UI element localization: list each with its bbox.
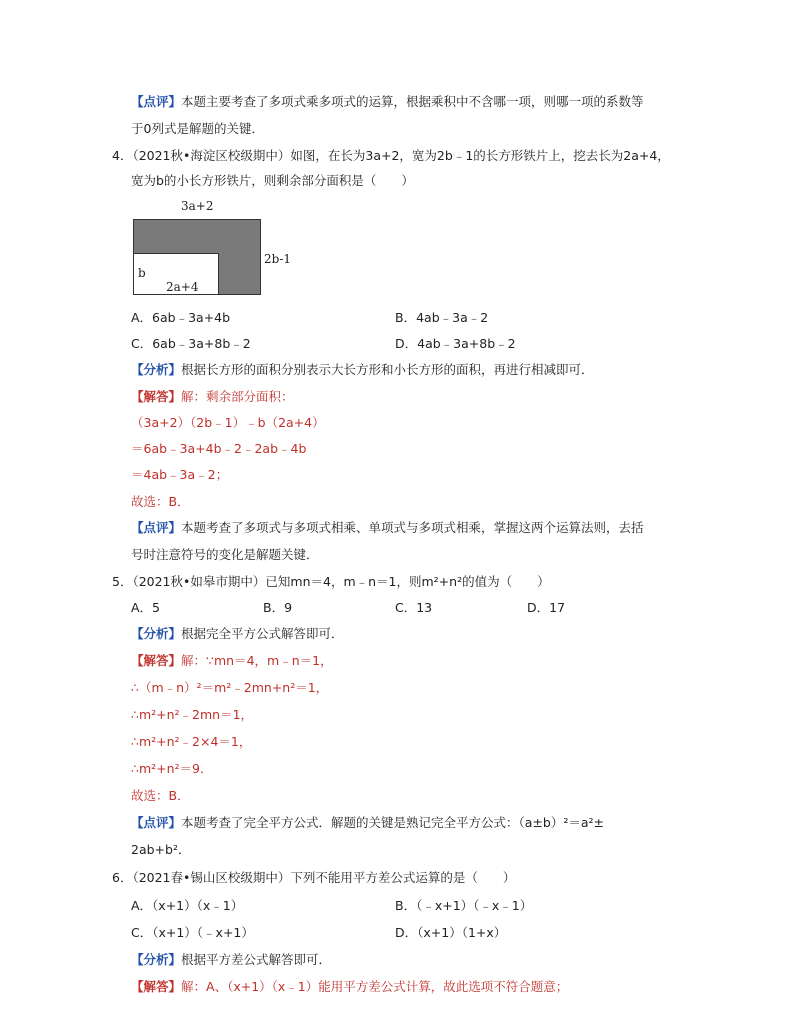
figure-inner-left-label: b — [138, 266, 146, 280]
q4-stem-line1: 4．（2021秋•海淀区校级期中）如图，在长为3a+2，宽为2b﹣1的长方形铁片上，挖去长为2a+4， — [112, 148, 670, 163]
q5-option-a: A．5 — [131, 600, 161, 615]
q5-analysis: 【分析】根据完全平方公式解答即可． — [131, 626, 344, 641]
q5-step-5: 故选：B． — [131, 788, 190, 803]
q5-step-1: ∴（m﹣n）²＝m²﹣2mn+n²＝1， — [131, 680, 329, 695]
q5-comment-line1: 【点评】本题考查了完全平方公式．解题的关键是熟记完全平方公式：（a±b）²＝a²± — [131, 815, 604, 830]
q5-option-b: B．9 — [263, 600, 293, 615]
q4-stem-line2: 宽为b的小长方形铁片，则剩余部分面积是（ ） — [131, 173, 414, 188]
q5-step-2: ∴m²+n²﹣2mn＝1， — [131, 707, 254, 722]
figure-top-label: 3a+2 — [181, 199, 214, 213]
comment-tag: 【点评】 — [131, 94, 182, 109]
q4-analysis: 【分析】根据长方形的面积分别表示大长方形和小长方形的面积，再进行相减即可． — [131, 362, 594, 377]
q4-option-c: C．6ab﹣3a+8b﹣2 — [131, 336, 251, 351]
q5-step-3: ∴m²+n²﹣2×4＝1， — [131, 734, 252, 749]
q4-comment-line2: 号时注意符号的变化是解题关键． — [131, 547, 319, 562]
q5-stem: 5．（2021秋•如皋市期中）已知mn＝4，m﹣n＝1，则m²+n²的值为（ ） — [112, 574, 550, 589]
q4-option-d: D．4ab﹣3a+8b﹣2 — [395, 336, 516, 351]
q4-option-a: A．6ab﹣3a+4b — [131, 310, 231, 325]
q6-stem: 6．（2021春•锡山区校级期中）下列不能用平方差公式运算的是（ ） — [112, 870, 516, 885]
q6-option-b: B．（﹣x+1）（﹣x﹣1） — [395, 898, 533, 913]
figure-inner-bottom-label: 2a+4 — [166, 280, 199, 294]
q6-answer-first: 【解答】解：A、（x+1）（x﹣1）能用平方差公式计算，故此选项不符合题意； — [131, 979, 569, 994]
figure-right-label: 2b-1 — [264, 252, 292, 266]
q4-step-3: ＝4ab﹣3a﹣2； — [131, 467, 229, 482]
q5-step-4: ∴m²+n²＝9． — [131, 761, 213, 776]
q6-option-c: C．（x+1）（﹣x+1） — [131, 925, 254, 940]
q6-analysis: 【分析】根据平方差公式解答即可． — [131, 952, 332, 967]
q4-figure — [133, 199, 292, 299]
q6-option-d: D．（x+1）（1+x） — [395, 925, 507, 940]
prev-comment-line2: 于0列式是解题的关键． — [131, 121, 264, 136]
q4-answer-intro: 【解答】解：剩余部分面积： — [131, 389, 294, 404]
q4-step-2: ＝6ab﹣3a+4b﹣2﹣2ab﹣4b — [131, 441, 307, 456]
q5-option-d: D．17 — [527, 600, 566, 615]
q6-option-a: A．（x+1）（x﹣1） — [131, 898, 244, 913]
q5-answer-intro: 【解答】解：∵mn＝4，m﹣n＝1， — [131, 653, 333, 668]
q4-option-b: B．4ab﹣3a﹣2 — [395, 310, 489, 325]
prev-comment-line1: 【点评】本题主要考查了多项式乘多项式的运算，根据乘积中不含哪一项，则哪一项的系数等 — [131, 94, 644, 109]
q4-step-4: 故选：B． — [131, 494, 190, 509]
q4-step-1: （3a+2）（2b﹣1）﹣b（2a+4） — [131, 415, 325, 430]
q5-option-c: C．13 — [395, 600, 433, 615]
q4-comment-line1: 【点评】本题考查了多项式与多项式相乘、单项式与多项式相乘，掌握这两个运算法则，去括 — [131, 520, 644, 535]
q5-comment-line2: 2ab+b²． — [131, 842, 191, 857]
